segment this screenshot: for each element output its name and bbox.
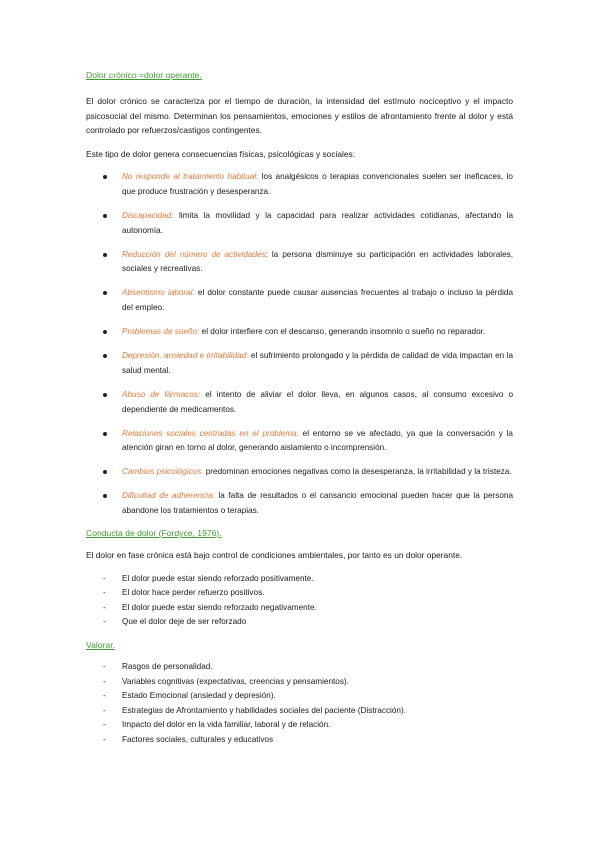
section-heading-conducta-dolor: Conducta de dolor (Fordyce, 1976). [86, 528, 222, 539]
list-item [86, 704, 513, 719]
bullet-icon [103, 291, 107, 295]
bullet-icon [103, 175, 107, 179]
item-text: : la persona disminuye su participación en actividades laborales, sociales y recreativas. [122, 249, 513, 274]
dash-marker: - [103, 720, 106, 730]
item-text: el entorno se ve afectado, ya que la conversación y la atención giran en torno al dolor, generando aislamiento o incomprensión. [122, 428, 513, 453]
list-item [86, 572, 513, 587]
dash-marker: - [103, 691, 106, 701]
bullet-icon [103, 354, 107, 358]
consequences-intro: Este tipo de dolor genera consecuencias físicas, psicológicas y sociales: [86, 148, 356, 159]
reinforcement-list [86, 572, 513, 630]
item-text: el dolor interfiere con el descanso, generando insomnio o sueño no reparador. [199, 327, 486, 337]
item-text: Factores sociales, culturales y educativos [122, 735, 274, 744]
dash-marker: - [103, 735, 106, 744]
list-item [86, 427, 513, 456]
section-heading-valorar: Valorar. [86, 640, 115, 651]
item-term: Cambios psicológicos: [122, 467, 204, 477]
item-text: Variables cognitivas (expectativas, creencias y pensamientos). [122, 676, 349, 686]
list-item [86, 349, 513, 378]
list-item [86, 325, 513, 340]
list-item [86, 586, 513, 601]
item-term: Relaciones sociales centradas en el problema: [122, 428, 299, 438]
list-item [86, 718, 513, 733]
dash-marker: - [103, 588, 106, 598]
item-text: limita la movilidad y la capacidad para realizar actividades cotidianas, afectando la autonomía. [122, 211, 513, 235]
item-term: Reducción del número de actividades [122, 249, 266, 259]
intro-paragraph: El dolor crónico se caracteriza por el tiempo de duración, la intensidad del estímulo nociceptivo y el impacto psicosocial del mismo. Determinan los pensamientos, emociones y estilos de afrontamiento frente al dolor y está controlado por refuerzos/castigos contingentes. [86, 96, 513, 136]
dash-marker: - [103, 705, 106, 715]
list-item [86, 675, 513, 690]
list-item [86, 388, 513, 417]
item-term: Absentismo laboral: [122, 288, 195, 298]
item-text: El dolor puede estar siendo reforzado positivamente. [122, 573, 314, 583]
list-item [86, 170, 513, 199]
dash-marker: - [103, 617, 106, 627]
item-text: El dolor hace perder refuerzo positivos. [122, 588, 265, 598]
list-item [86, 660, 513, 675]
item-text: Impacto del dolor en la vida familiar, laboral y de relación. [122, 720, 331, 730]
item-term: Dificultad de adherencia: [122, 491, 215, 501]
bullet-icon [103, 432, 107, 436]
bullet-icon [103, 393, 107, 397]
list-item [86, 733, 513, 748]
list-item [86, 615, 513, 630]
section-heading-dolor-cronico: Dolor crónico =dolor operante. [86, 70, 202, 80]
item-text: el dolor constante puede causar ausencias frecuentes al trabajo o incluso la pérdida del empleo. [122, 288, 514, 313]
list-item [86, 489, 513, 518]
bullet-icon [103, 330, 107, 334]
item-term: No responde al tratamiento habitual: [122, 172, 259, 182]
dash-marker: - [103, 676, 106, 686]
item-text: el intento de aliviar el dolor lleva, en algunos casos, al consumo excesivo o dependiente de medicamentos. [122, 389, 514, 414]
list-item [86, 248, 513, 277]
bullet-icon [103, 494, 107, 498]
item-text: los analgésicos o terapias convencionales suelen ser ineficaces, lo que produce frustración y desesperanza. [122, 172, 513, 196]
item-text: El dolor puede estar siendo reforzado negativamente. [122, 602, 317, 612]
item-text: Estrategias de Afrontamiento y habilidades sociales del paciente (Distracción). [122, 705, 406, 715]
item-term: Discapacidad: [122, 211, 174, 221]
list-item [86, 689, 513, 704]
item-term: Problemas de sueño: [122, 327, 200, 337]
assessment-list [86, 660, 513, 748]
item-text: Estado Emocional (ansiedad y depresión). [122, 691, 276, 701]
consequences-list [86, 170, 513, 518]
list-item [86, 286, 513, 315]
item-text: Rasgos de personalidad. [122, 662, 213, 672]
item-text: Que el dolor deje de ser reforzado [122, 617, 247, 627]
operant-paragraph: El dolor en fase crónica está bajo control de condiciones ambientales, por tanto es un dolor operante. [86, 550, 463, 561]
bullet-icon [103, 253, 107, 257]
item-text: la falta de resultados o el cansancio emocional pueden hacer que la persona abandone los tratamientos o terapias. [122, 491, 513, 515]
bullet-icon [103, 214, 107, 218]
dash-marker: - [103, 573, 106, 583]
dash-marker: - [103, 602, 106, 612]
item-text: el sufrimiento prolongado y la pérdida de calidad de vida impactan en la salud mental. [122, 351, 514, 375]
item-text: predominan emociones negativas como la desesperanza, la irritabilidad y la tristeza. [203, 467, 512, 477]
dash-marker: - [103, 662, 106, 672]
item-term: Abuso de fármacos: [122, 389, 201, 399]
list-item [86, 209, 513, 238]
list-item [86, 465, 513, 480]
bullet-icon [103, 470, 107, 474]
item-term: Depresión, ansiedad e irritabilidad: [122, 351, 249, 361]
list-item [86, 601, 513, 616]
